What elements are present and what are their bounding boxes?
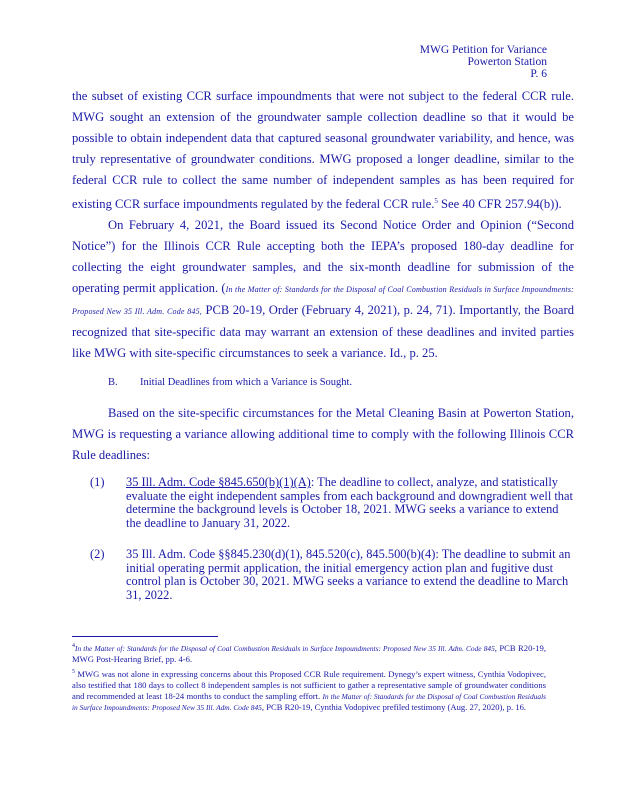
header-title: MWG Petition for Variance [419,44,547,56]
regulation-citation: 35 Ill. Adm. Code §§845.230(d)(1), 845.520(c), 845.500(b)(4) [126,547,436,562]
header-page-number: P. 6 [530,68,547,80]
list-item: (2) 35 Ill. Adm. Code §§845.230(d)(1), 845.520(c), 845.500(b)(4): The deadline to submit an initial operating permit application, the initial emergency action plan and fugitive dust control plan is October 30, 2021. MWG seeks a variance to extend the deadline to March 31, 2022. [90,547,571,602]
regulation-citation: 35 Ill. Adm. Code §845.650(b)(1)(A) [126,475,311,490]
header-station: Powerton Station [467,56,547,68]
section-heading-b: B. Initial Deadlines from which a Variance is Sought. [108,377,353,389]
footnote-separator [72,636,218,637]
footnote-4: $^4$In the Matter of: Standards for the Disposal of Coal Combustion Residuals in Surface Impoundments: Proposed New 35 Ill. Adm. Code 845, PCB R20-19, MWG Post-Hearing Brief, pp. 4-6. [72,642,546,664]
page-header [420,44,547,80]
list-item: (1) 35 Ill. Adm. Code §845.650(b)(1)(A): The deadline to collect, analyze, and statistically evaluate the eight independent samples from each background and downgradient well that determine the background levels is October 18, 2021. MWG seeks a variance to extend the deadline to January 31, 2022. [90,475,573,530]
footnote-ref-5[interactable]: 5 [434,197,438,205]
paragraph-1: the subset of existing CCR surface impoundments that were not subject to the federal CCR rule. MWG sought an extension of the groundwater sample collection deadline so that it would be possible to obtain independent data that captured seasonal groundwater variability, and hence, was truly representative of groundwater conditions. MWG proposed a longer deadline, similar to the federal CCR rule to collect the same number of independent samples as has been required for existing CCR surface impoundments regulated by the federal CCR rule.$^5$ See 40 CFR 257.94(b)). [72,89,574,212]
paragraph-2: On February 4, 2021, the Board issued its Second Notice Order and Opinion (“Second Notice”) for the Illinois CCR Rule accepting both the IEPA’s proposed 180-day deadline for collecting the eight groundwater samples, and the six-month deadline for submission of the operating permit application. (In the Matter of: Standards for the Disposal of Coal Combustion Residuals in Surface Impoundments: Proposed New 35 Ill. Adm. Code 845, PCB 20-19, Order (February 4, 2021), p. 24, 71). Importantly, the Board recognized that site-specific data may warrant an extension of these deadlines and invited parties like MWG with site-specific circumstances to seek a variance. Id., p. 25. [72,218,574,361]
document-body [72,86,574,620]
case-citation: In the Matter of: Standards for the Disposal of Coal Combustion Residuals in Surface Impoundments: Proposed New 35 Ill. Adm. Code 845, [72,285,574,317]
footnote-5: $^5$ MWG was not alone in expressing concerns about this Proposed CCR Rule requirement. Dynegy’s expert witness, Cynthia Vodopivec, also testified that 180 days to collect 8 independent samples is not sufficient to gather a representative sample of groundwater conditions and recommended at least 18-24 months to conduct the sampling effort. In the Matter of: Standards for the Disposal of Coal Combustion Residuals in Surface Impoundments: Proposed New 35 Ill. Adm. Code 845, PCB R20-19, Cynthia Vodopivec prefiled testimony (Aug. 27, 2020), p. 16. [72,668,546,712]
paragraph-3: Based on the site-specific circumstances for the Metal Cleaning Basin at Powerton Station, MWG is requesting a variance allowing additional time to comply with the following Illinois CCR Rule deadlines: [72,406,574,463]
deadline-list [72,476,574,602]
